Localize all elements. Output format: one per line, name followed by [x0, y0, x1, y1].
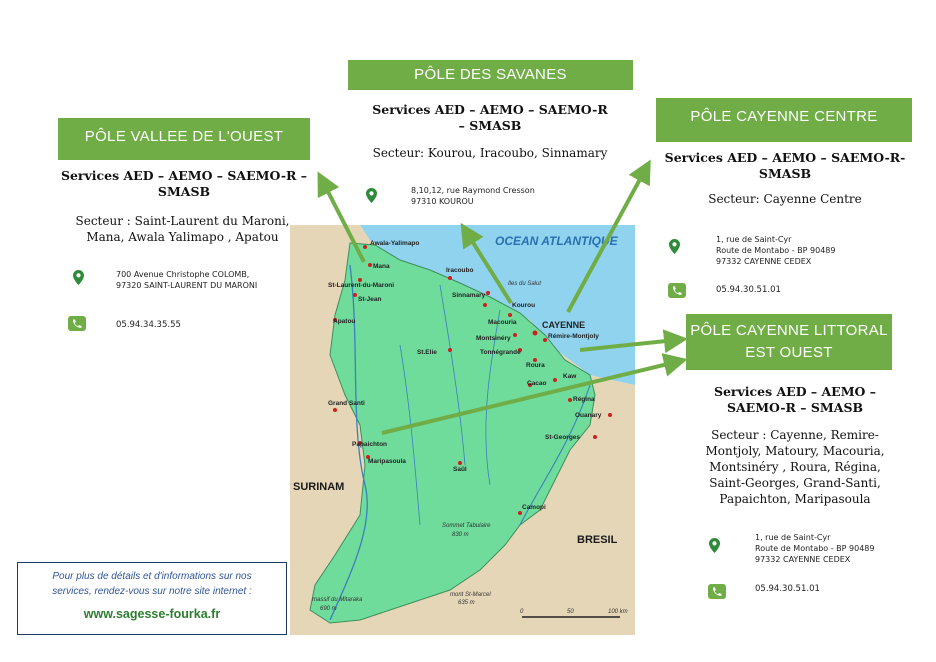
pole-cayenne-centre-services: Services AED – AEMO – SAEMO-R- SMASB [664, 150, 906, 181]
town-label: Cacao [527, 380, 547, 387]
pole-cayenne-littoral-secteur: Secteur : Cayenne, Remire-Montjoly, Matoury, Macouria, Montsinéry , Roura, Régina, Saint-Georges, Grand-Santi, Papaichton, Maripasoula [705, 428, 885, 506]
town-label: Roura [526, 362, 545, 369]
pole-ouest-phone: 05.94.34.35.55 [116, 320, 181, 330]
summit-label: Sommet Tabulaire [442, 523, 491, 529]
phone-icon [708, 584, 726, 599]
town-label: Kourou [512, 302, 536, 309]
town-label: Maripasoula [368, 458, 406, 465]
town-label: Papaichton [352, 441, 388, 448]
pole-cayenne-centre-secteur: Secteur: Cayenne Centre [708, 192, 862, 206]
info-line: services, rendez-vous sur notre site internet : [52, 586, 252, 597]
address-line: Route de Montabo - BP 90489 [716, 246, 836, 255]
pole-cayenne-littoral-address [755, 532, 874, 565]
phone-icon [668, 283, 686, 298]
address-line: 97310 KOUROU [411, 197, 474, 206]
town-label: Rémire-Montjoly [548, 333, 599, 340]
summit-altitude: 830 m [452, 532, 469, 538]
scale-label: 0 [520, 609, 524, 615]
location-pin-icon [366, 188, 377, 203]
pole-cayenne-centre-banner: PÔLE CAYENNE CENTRE [656, 98, 912, 142]
pole-cayenne-centre-address [716, 234, 835, 267]
town-label: St.Elie [417, 349, 437, 356]
scale-label: 50 [567, 609, 574, 615]
pole-savanes-services: Services AED – AEMO – SAEMO-R – SMASB [372, 102, 608, 133]
town-label: Mana [373, 263, 390, 270]
pole-cayenne-littoral-services: Services AED – AEMO – SAEMO-R – SMASB [713, 384, 877, 415]
info-line: Pour plus de détails et d'informations sur nos [52, 571, 252, 582]
summit-label: massif du Mitaraka [312, 597, 363, 603]
pole-ouest-secteur: Secteur : Saint-Laurent du Maroni, Mana, Awala Yalimapo , Apatou [75, 214, 290, 244]
address-line: 8,10,12, rue Raymond Cresson [411, 186, 535, 195]
address-line: 1, rue de Saint-Cyr [716, 235, 792, 244]
pole-ouest-banner: PÔLE VALLEE DE L'OUEST [58, 118, 310, 160]
town-label: St-Georges [545, 434, 581, 441]
town-label: Grand Santi [328, 400, 365, 407]
arrow-cayenne-centre [568, 170, 645, 312]
pole-ouest-services: Services AED – AEMO – SAEMO-R – SMASB [60, 168, 308, 199]
summit-altitude: 635 m [458, 600, 475, 606]
pole-savanes-secteur: Secteur: Kourou, Iracoubo, Sinnamary [372, 146, 608, 160]
town-label: Sinnamary [452, 292, 486, 299]
town-label: Macouria [488, 319, 517, 326]
town-label: Awala-Yalimapo [370, 240, 420, 247]
bresil-label: BRESIL [577, 534, 618, 546]
arrow-savanes [467, 233, 511, 303]
address-line: 97332 CAYENNE CEDEX [716, 257, 812, 266]
banner-line: PÔLE CAYENNE LITTORAL [690, 322, 888, 339]
info-text [18, 569, 286, 599]
arrow-littoral-2 [382, 362, 676, 433]
town-label: Camopi [522, 504, 546, 511]
pole-savanes-banner: PÔLE DES SAVANES [348, 60, 633, 90]
town-label: Montsinéry [476, 335, 511, 342]
location-pin-icon [669, 239, 680, 254]
pole-savanes-address [411, 185, 535, 207]
address-line: 97320 SAINT-LAURENT DU MARONI [116, 281, 258, 290]
address-line: 700 Avenue Christophe COLOMB, [116, 270, 250, 279]
town-label: St-Jean [358, 296, 382, 303]
address-line: Route de Montabo - BP 90489 [755, 544, 875, 553]
arrow-littoral-1 [580, 340, 676, 350]
town-label-cayenne: CAYENNE [542, 320, 586, 330]
ocean-label: OCEAN ATLANTIQUE [495, 234, 618, 248]
summit-label: mont St-Marcel [450, 592, 491, 598]
arrow-ouest [323, 182, 364, 262]
town-label: Saül [453, 466, 467, 473]
banner-line: EST OUEST [745, 344, 833, 361]
town-label: Kaw [563, 373, 577, 380]
pole-cayenne-littoral-phone: 05.94.30.51.01 [755, 584, 820, 594]
location-pin-icon [73, 270, 84, 285]
surinam-label: SURINAM [293, 481, 345, 493]
town-label: Apatou [333, 318, 356, 325]
location-pin-icon [709, 538, 720, 553]
town-label: Régina [573, 396, 595, 403]
pole-cayenne-littoral-banner [686, 314, 892, 370]
address-line: 97332 CAYENNE CEDEX [755, 555, 851, 564]
town-label: Iles du Salut [508, 281, 542, 287]
summit-altitude: 690 m [320, 606, 337, 612]
website-link[interactable]: www.sagesse-fourka.fr [83, 607, 221, 621]
town-label: Tonnégrande [480, 349, 521, 356]
phone-icon [68, 316, 86, 331]
town-label: Ouanary [575, 412, 602, 419]
town-label: Iracoubo [446, 267, 474, 274]
pole-cayenne-centre-phone: 05.94.30.51.01 [716, 285, 781, 295]
website-info-box [17, 562, 287, 635]
pole-ouest-address [116, 269, 257, 291]
scale-label: 100 km [608, 609, 628, 615]
address-line: 1, rue de Saint-Cyr [755, 533, 831, 542]
town-label: St-Laurent-du-Maroni [328, 282, 395, 289]
